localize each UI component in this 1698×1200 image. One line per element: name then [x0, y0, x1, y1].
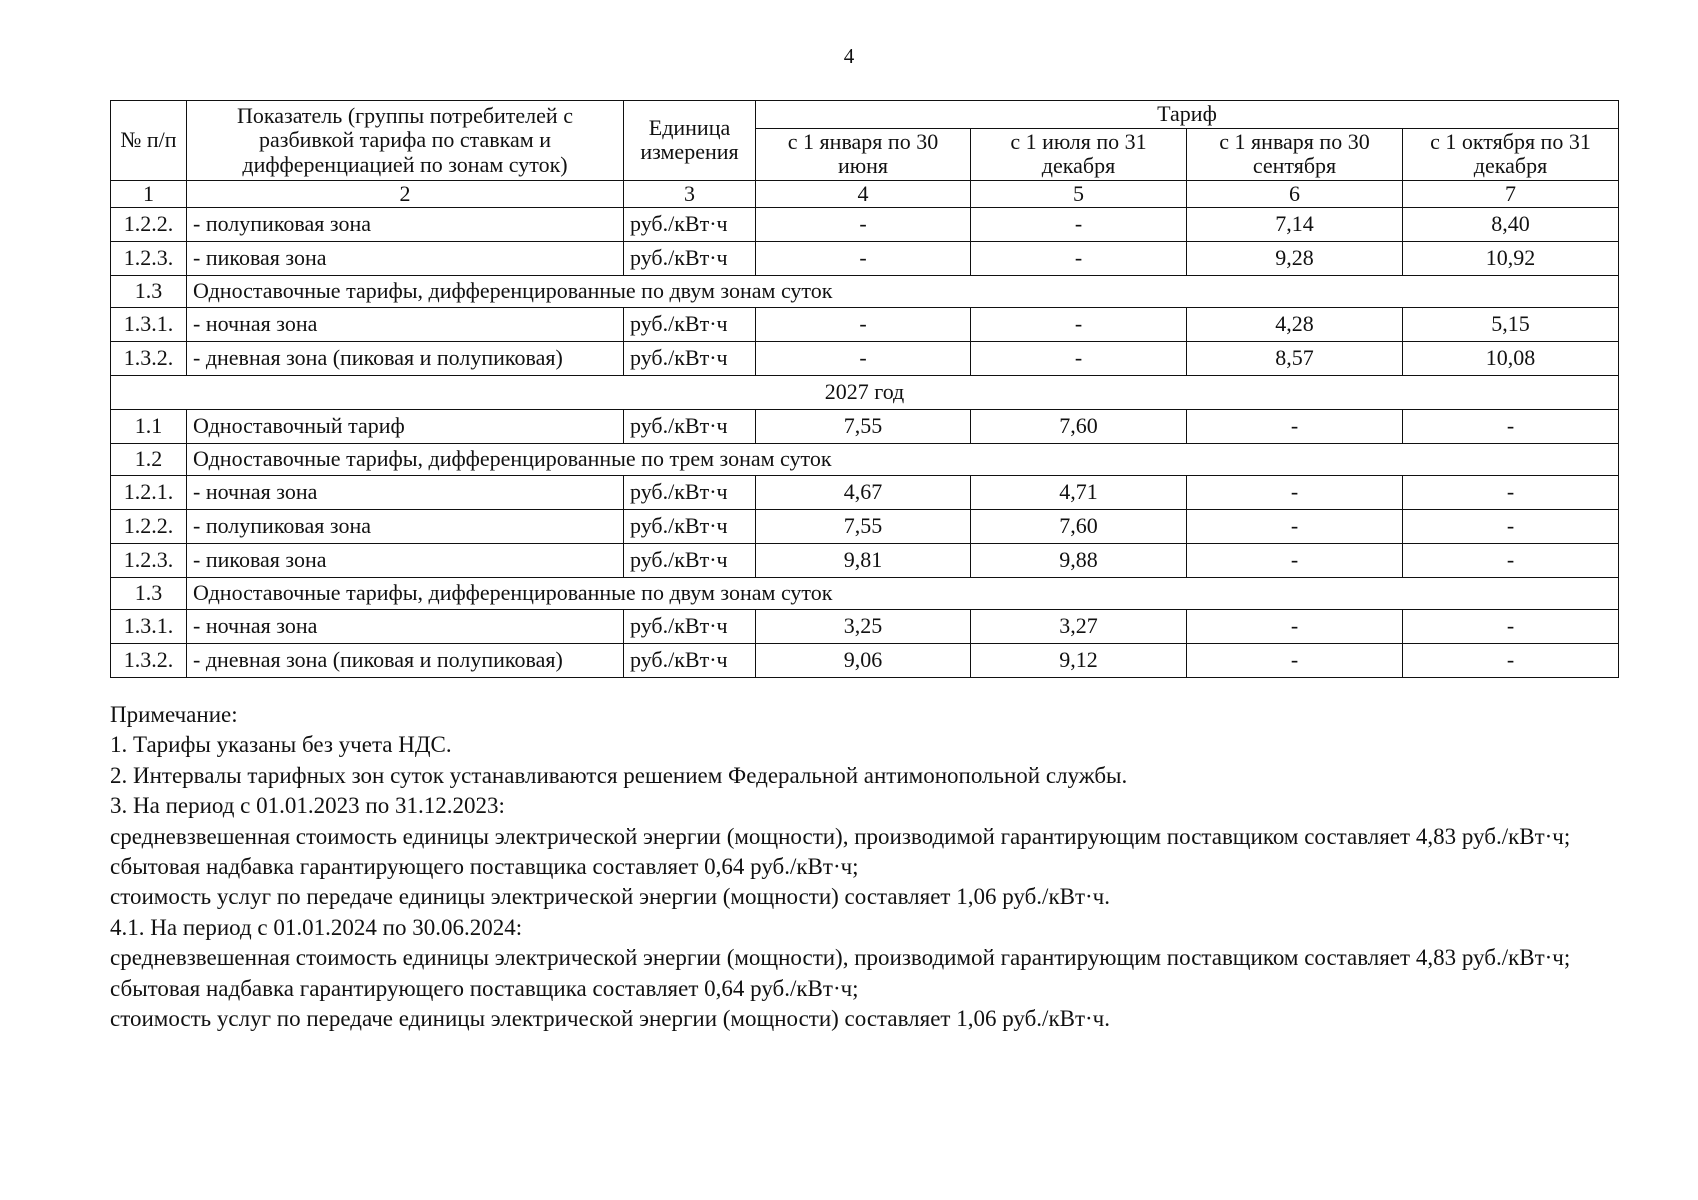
- tariff-value: -: [1187, 643, 1403, 677]
- header-period: с 1 января по 30 июня: [756, 128, 971, 180]
- tariff-value: -: [1403, 509, 1619, 543]
- row-number: 1.3.1.: [111, 609, 187, 643]
- tariff-value: -: [1187, 409, 1403, 443]
- row-number: 1.3: [111, 275, 187, 307]
- row-number: 1.3.2.: [111, 643, 187, 677]
- row-unit: руб./кВт·ч: [624, 643, 756, 677]
- section-row: [111, 577, 1619, 609]
- table-row: [111, 543, 1619, 577]
- tariff-value: 9,28: [1187, 241, 1403, 275]
- row-indicator: Одноставочный тариф: [187, 409, 624, 443]
- year-label: 2027 год: [111, 375, 1619, 409]
- table-row: [111, 241, 1619, 275]
- table-body: [111, 180, 1619, 677]
- tariff-value: -: [1187, 475, 1403, 509]
- note-2: 2. Интервалы тарифных зон суток устанавливаются решением Федеральной антимонопольной службы.: [110, 762, 1128, 788]
- tariff-value: 5,15: [1403, 307, 1619, 341]
- table-row: [111, 509, 1619, 543]
- tariff-value: -: [971, 207, 1187, 241]
- note-3-heading: 3. На период с 01.01.2023 по 31.12.2023:: [110, 793, 505, 819]
- tariff-value: -: [1403, 643, 1619, 677]
- column-number: 1: [111, 180, 187, 207]
- tariff-value: -: [756, 241, 971, 275]
- row-unit: руб./кВт·ч: [624, 241, 756, 275]
- row-indicator: - полупиковая зона: [187, 207, 624, 241]
- column-number: 4: [756, 180, 971, 207]
- year-row: [111, 375, 1619, 409]
- row-number: 1.2.3.: [111, 543, 187, 577]
- column-number: 6: [1187, 180, 1403, 207]
- tariff-value: -: [1187, 543, 1403, 577]
- row-unit: руб./кВт·ч: [624, 609, 756, 643]
- tariff-value: -: [1403, 609, 1619, 643]
- tariff-value: 7,60: [971, 409, 1187, 443]
- row-indicator: - ночная зона: [187, 475, 624, 509]
- row-unit: руб./кВт·ч: [624, 207, 756, 241]
- row-number: 1.1: [111, 409, 187, 443]
- tariff-value: 7,55: [756, 409, 971, 443]
- header-num: № п/п: [111, 101, 187, 181]
- header-unit: Единица измерения: [624, 101, 756, 181]
- header-period: с 1 октября по 31 декабря: [1403, 128, 1619, 180]
- row-unit: руб./кВт·ч: [624, 307, 756, 341]
- column-number: 2: [187, 180, 624, 207]
- row-number: 1.2.3.: [111, 241, 187, 275]
- row-indicator: - дневная зона (пиковая и полупиковая): [187, 341, 624, 375]
- row-unit: руб./кВт·ч: [624, 509, 756, 543]
- column-number: 5: [971, 180, 1187, 207]
- tariff-value: 7,14: [1187, 207, 1403, 241]
- table-row: [111, 609, 1619, 643]
- column-numbers-row: [111, 180, 1619, 207]
- row-number: 1.2: [111, 443, 187, 475]
- table-row: [111, 207, 1619, 241]
- row-indicator: - дневная зона (пиковая и полупиковая): [187, 643, 624, 677]
- notes: [110, 700, 1583, 1034]
- row-number: 1.3.1.: [111, 307, 187, 341]
- note-4-heading: 4.1. На период с 01.01.2024 по 30.06.2024:: [110, 914, 523, 940]
- row-number: 1.2.2.: [111, 207, 187, 241]
- tariff-value: -: [971, 341, 1187, 375]
- tariff-value: 3,27: [971, 609, 1187, 643]
- row-number: 1.3: [111, 577, 187, 609]
- tariff-value: 8,40: [1403, 207, 1619, 241]
- tariff-value: -: [971, 307, 1187, 341]
- note-1: 1. Тарифы указаны без учета НДС.: [110, 732, 452, 758]
- header-period: с 1 января по 30 сентября: [1187, 128, 1403, 180]
- table-row: [111, 643, 1619, 677]
- tariff-value: -: [1403, 475, 1619, 509]
- tariff-value: 9,06: [756, 643, 971, 677]
- row-indicator: - пиковая зона: [187, 241, 624, 275]
- tariff-value: 10,08: [1403, 341, 1619, 375]
- section-title: Одноставочные тарифы, дифференцированные по двум зонам суток: [187, 275, 1619, 307]
- note-4-avg-cost: средневзвешенная стоимость единицы электрической энергии (мощности), производимой гарантирующим поставщиком составляет 4,83 руб./кВт·ч;: [110, 945, 1571, 971]
- tariff-table: [110, 100, 1619, 678]
- tariff-value: 9,88: [971, 543, 1187, 577]
- row-indicator: - ночная зона: [187, 307, 624, 341]
- tariff-value: -: [971, 241, 1187, 275]
- tariff-value: 4,67: [756, 475, 971, 509]
- tariff-value: -: [1403, 409, 1619, 443]
- tariff-value: 4,28: [1187, 307, 1403, 341]
- row-indicator: - пиковая зона: [187, 543, 624, 577]
- notes-title: Примечание:: [110, 702, 238, 727]
- note-3-markup: сбытовая надбавка гарантирующего поставщика составляет 0,64 руб./кВт·ч;: [110, 854, 859, 880]
- row-unit: руб./кВт·ч: [624, 409, 756, 443]
- tariff-value: -: [756, 307, 971, 341]
- row-indicator: - ночная зона: [187, 609, 624, 643]
- tariff-value: 4,71: [971, 475, 1187, 509]
- note-3-avg-cost: средневзвешенная стоимость единицы электрической энергии (мощности), производимой гарантирующим поставщиком составляет 4,83 руб./кВт·ч;: [110, 823, 1571, 849]
- table-row: [111, 341, 1619, 375]
- section-title: Одноставочные тарифы, дифференцированные по двум зонам суток: [187, 577, 1619, 609]
- tariff-value: -: [1187, 509, 1403, 543]
- row-unit: руб./кВт·ч: [624, 543, 756, 577]
- tariff-value: -: [1403, 543, 1619, 577]
- section-row: [111, 275, 1619, 307]
- tariff-value: 9,81: [756, 543, 971, 577]
- row-number: 1.2.1.: [111, 475, 187, 509]
- table-row: [111, 307, 1619, 341]
- tariff-value: 3,25: [756, 609, 971, 643]
- page-number: 4: [843, 44, 855, 68]
- tariff-value: 7,60: [971, 509, 1187, 543]
- tariff-value: -: [1187, 609, 1403, 643]
- table-row: [111, 409, 1619, 443]
- table-row: [111, 475, 1619, 509]
- header-period: с 1 июля по 31 декабря: [971, 128, 1187, 180]
- tariff-value: 10,92: [1403, 241, 1619, 275]
- header-row: [111, 101, 1619, 129]
- header-tariff: Тариф: [756, 101, 1619, 129]
- tariff-value: -: [756, 207, 971, 241]
- section-row: [111, 443, 1619, 475]
- header-indicator: Показатель (группы потребителей с разбивкой тарифа по ставкам и дифференциацией по зонам суток): [187, 101, 624, 181]
- row-number: 1.3.2.: [111, 341, 187, 375]
- note-4-transmission: стоимость услуг по передаче единицы электрической энергии (мощности) составляет 1,06 руб./кВт·ч.: [110, 1006, 1110, 1032]
- row-indicator: - полупиковая зона: [187, 509, 624, 543]
- tariff-value: -: [756, 341, 971, 375]
- row-unit: руб./кВт·ч: [624, 341, 756, 375]
- note-4-markup: сбытовая надбавка гарантирующего поставщика составляет 0,64 руб./кВт·ч;: [110, 975, 859, 1001]
- column-number: 7: [1403, 180, 1619, 207]
- column-number: 3: [624, 180, 756, 207]
- row-number: 1.2.2.: [111, 509, 187, 543]
- tariff-value: 9,12: [971, 643, 1187, 677]
- row-unit: руб./кВт·ч: [624, 475, 756, 509]
- tariff-value: 8,57: [1187, 341, 1403, 375]
- section-title: Одноставочные тарифы, дифференцированные по трем зонам суток: [187, 443, 1619, 475]
- tariff-value: 7,55: [756, 509, 971, 543]
- note-3-transmission: стоимость услуг по передаче единицы электрической энергии (мощности) составляет 1,06 руб./кВт·ч.: [110, 884, 1110, 910]
